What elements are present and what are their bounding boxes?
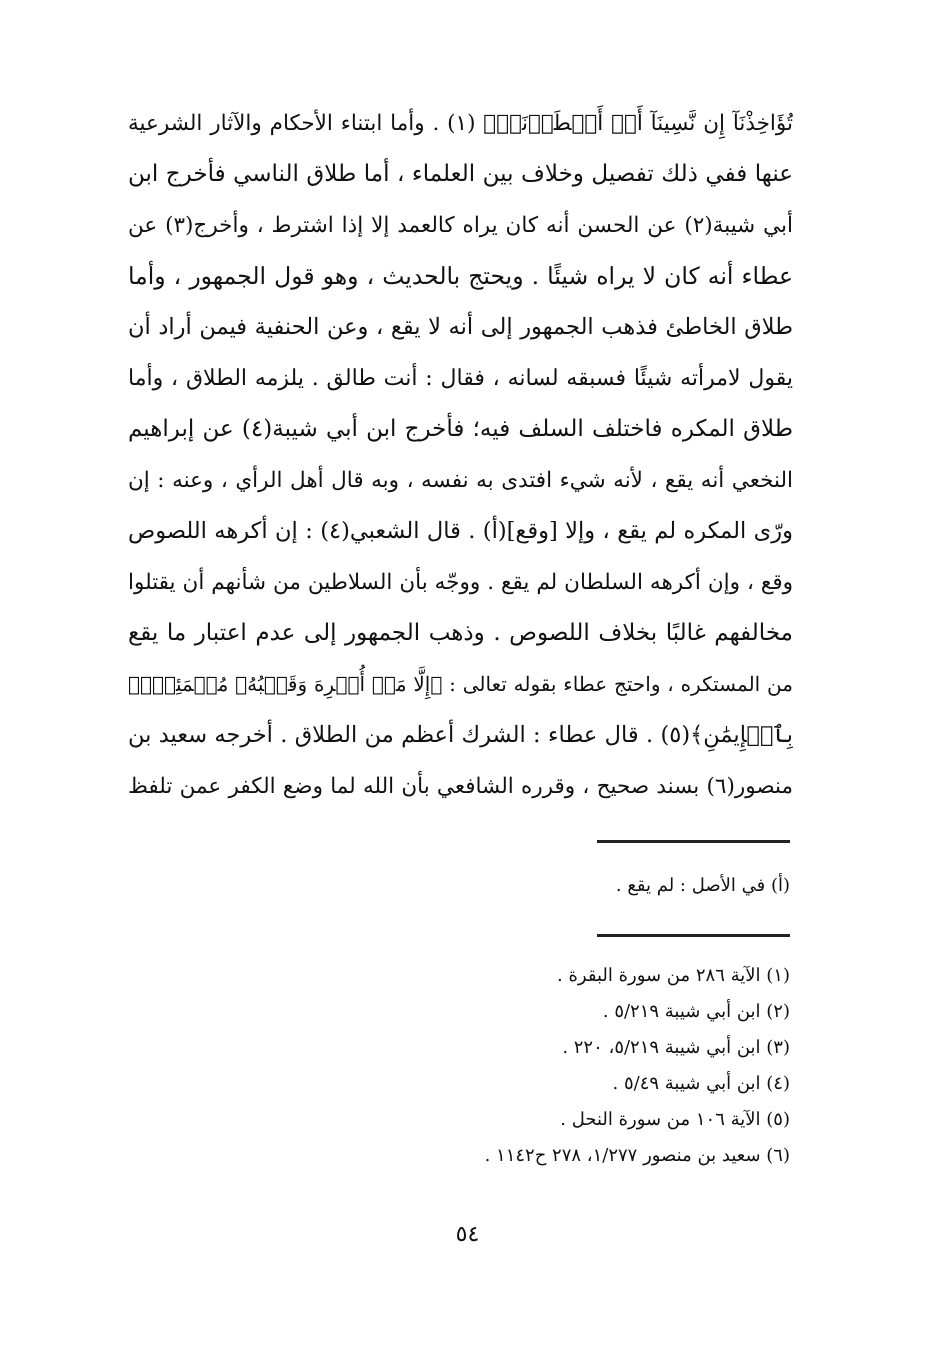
editor-note-divider: [597, 840, 790, 843]
text-line: يقول لامرأته شيئًا فسبقه لسانه ، فقال : أنت طالق . يلزمه الطلاق ، وأما: [128, 366, 793, 391]
text-line: طلاق المكره فاختلف السلف فيه؛ فأخرج ابن أبي شيبة(٤) عن إبراهيم: [128, 416, 793, 442]
text-line: طلاق الخاطئ فذهب الجمهور إلى أنه لا يقع ، وعن الحنفية فيمن أراد أن: [128, 314, 793, 340]
editor-note: (أ) في الأصل : لم يقع .: [615, 875, 790, 896]
text-line: عطاء أنه كان لا يراه شيئًا . ويحتج بالحديث ، وهو قول الجمهور ، وأما: [128, 262, 793, 290]
text-line: بِٱلۡإِيمَٰنِ﴾(٥) . قال عطاء : الشرك أعظم من الطلاق . أخرجه سعيد بن: [128, 722, 793, 748]
text-line: من المستكره ، واحتج عطاء بقوله تعالى : ﴿إِلَّا مَنۡ أُكۡرِهَ وَقَلۡبُهُۥ مُطۡمَئِنُّۢ: [128, 672, 793, 696]
footnote: (١) الآية ٢٨٦ من سورة البقرة .: [557, 965, 790, 986]
text-line: منصور(٦) بسند صحيح ، وقرره الشافعي بأن الله لما وضع الكفر عمن تلفظ: [128, 774, 793, 799]
text-line: تُؤَاخِذْنَآ إِن نَّسِينَآ أَوۡ أَخۡطَأۡنَاۚ﴾ (١) . وأما ابتناء الأحكام والآثار الشرعية: [128, 111, 793, 136]
footnote: (٥) الآية ١٠٦ من سورة النحل .: [560, 1109, 790, 1130]
footnote: (٢) ابن أبي شيبة ٥/٢١٩ .: [602, 1001, 790, 1022]
text-line: وقع ، وإن أكرهه السلطان لم يقع . ووجّه بأن السلاطين من شأنهم أن يقتلوا: [128, 570, 793, 595]
text-line: عنها ففي ذلك تفصيل وخلاف بين العلماء ، أما طلاق الناسي فأخرج ابن: [128, 161, 793, 187]
footnotes-divider: [597, 934, 790, 937]
text-line: ورّى المكره لم يقع ، وإلا [وقع](أ) . قال الشعبي(٤) : إن أكرهه اللصوص: [128, 518, 793, 544]
main-text: [128, 98, 793, 812]
text-line: أبي شيبة(٢) عن الحسن أنه كان يراه كالعمد إلا إذا اشترط ، وأخرج(٣) عن: [128, 213, 793, 238]
footnote: (٣) ابن أبي شيبة ٥/٢١٩، ٢٢٠ .: [562, 1037, 790, 1058]
text-line: مخالفهم غالبًا بخلاف اللصوص . وذهب الجمهور إلى عدم اعتبار ما يقع: [128, 620, 793, 646]
footnote: (٦) سعيد بن منصور ١/٢٧٧، ٢٧٨ ح١١٤٢ .: [484, 1145, 790, 1166]
footnote: (٤) ابن أبي شيبة ٥/٤٩ .: [612, 1073, 790, 1094]
text-line: النخعي أنه يقع ، لأنه شيء افتدى به نفسه ، وبه قال أهل الرأي ، وعنه : إن: [128, 468, 793, 493]
footnotes: [485, 958, 790, 1174]
page-number: ٥٤: [455, 1222, 480, 1247]
